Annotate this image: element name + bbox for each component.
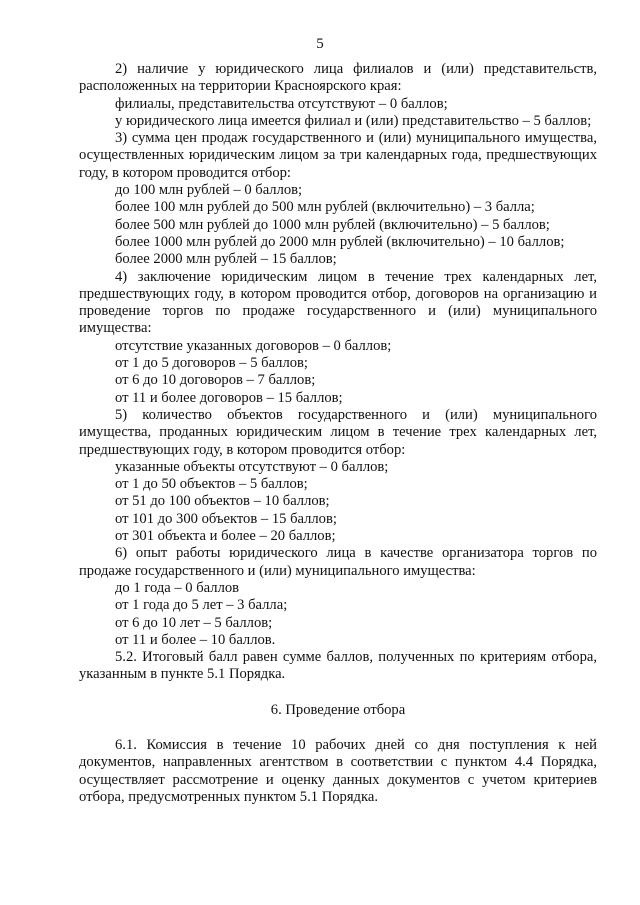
criterion-3: 3) сумма цен продаж государственного и (или) муниципального имущества, осуществленных юридическим лицом за три календарных года, предшествующих году, в котором проводится отбор:: [79, 130, 597, 181]
criterion-3-option: более 1000 млн рублей до 2000 млн рублей (включительно) – 10 баллов;: [115, 233, 565, 250]
criterion-4-option: от 1 до 5 договоров – 5 баллов;: [115, 355, 308, 372]
document-body: [79, 61, 597, 806]
clause-6-1: 6.1. Комиссия в течение 10 рабочих дней со дня поступления к ней документов, направленных агентством в соответствии с пунктом 4.4 Порядка, осуществляет рассмотрение и оценку данных документов с учетом критериев отбора, предусмотренных пунктом 5.1 Порядка.: [79, 736, 597, 805]
criterion-3-option: более 100 млн рублей до 500 млн рублей (включительно) – 3 балла;: [115, 199, 535, 216]
criterion-6-option: от 1 года до 5 лет – 3 балла;: [115, 597, 288, 614]
criterion-2: 2) наличие у юридического лица филиалов и (или) представительств, расположенных на территории Красноярского края:: [79, 61, 597, 95]
criterion-5-option: от 301 объекта и более – 20 баллов;: [115, 528, 336, 545]
criterion-5-option: от 51 до 100 объектов – 10 баллов;: [115, 493, 330, 510]
criterion-2-option: филиалы, представительства отсутствуют – 0 баллов;: [115, 95, 448, 112]
page-number: 5: [316, 36, 324, 52]
criterion-5: 5) количество объектов государственного и (или) муниципального имущества, проданных юридическим лицом в течение трех календарных лет, предшествующих году, в котором проводится отбор:: [79, 406, 597, 458]
criterion-2-option: у юридического лица имеется филиал и (или) представительство – 5 баллов;: [115, 112, 592, 129]
criterion-5-option: от 1 до 50 объектов – 5 баллов;: [115, 476, 308, 493]
criterion-6-option: от 6 до 10 лет – 5 баллов;: [115, 614, 273, 631]
clause-5-2: 5.2. Итоговый балл равен сумме баллов, полученных по критериям отбора, указанным в пункте 5.1 Порядка.: [79, 649, 597, 683]
criterion-6-option: до 1 года – 0 баллов: [115, 579, 240, 596]
criterion-3-option: до 100 млн рублей – 0 баллов;: [115, 182, 303, 199]
criterion-6-option: от 11 и более – 10 баллов.: [115, 631, 276, 648]
criterion-4: 4) заключение юридическим лицом в течение трех календарных лет, предшествующих году, в котором проводится отбор, договоров на организацию и проведение торгов по продаже государственного и (или) муниципального имущества:: [79, 268, 597, 337]
criterion-3-option: более 500 млн рублей до 1000 млн рублей (включительно) – 5 баллов;: [115, 216, 550, 233]
criterion-4-option: от 6 до 10 договоров – 7 баллов;: [115, 372, 316, 389]
criterion-6: 6) опыт работы юридического лица в качестве организатора торгов по продаже государственного и (или) муниципального имущества:: [79, 545, 597, 579]
criterion-3-option: более 2000 млн рублей – 15 баллов;: [115, 251, 337, 268]
criterion-4-option: отсутствие указанных договоров – 0 баллов;: [115, 337, 392, 354]
criterion-4-option: от 11 и более договоров – 15 баллов;: [115, 389, 343, 406]
criterion-5-option: от 101 до 300 объектов – 15 баллов;: [115, 510, 337, 527]
section-title: 6. Проведение отбора: [270, 701, 406, 718]
criterion-5-option: указанные объекты отсутствуют – 0 баллов;: [115, 458, 389, 475]
